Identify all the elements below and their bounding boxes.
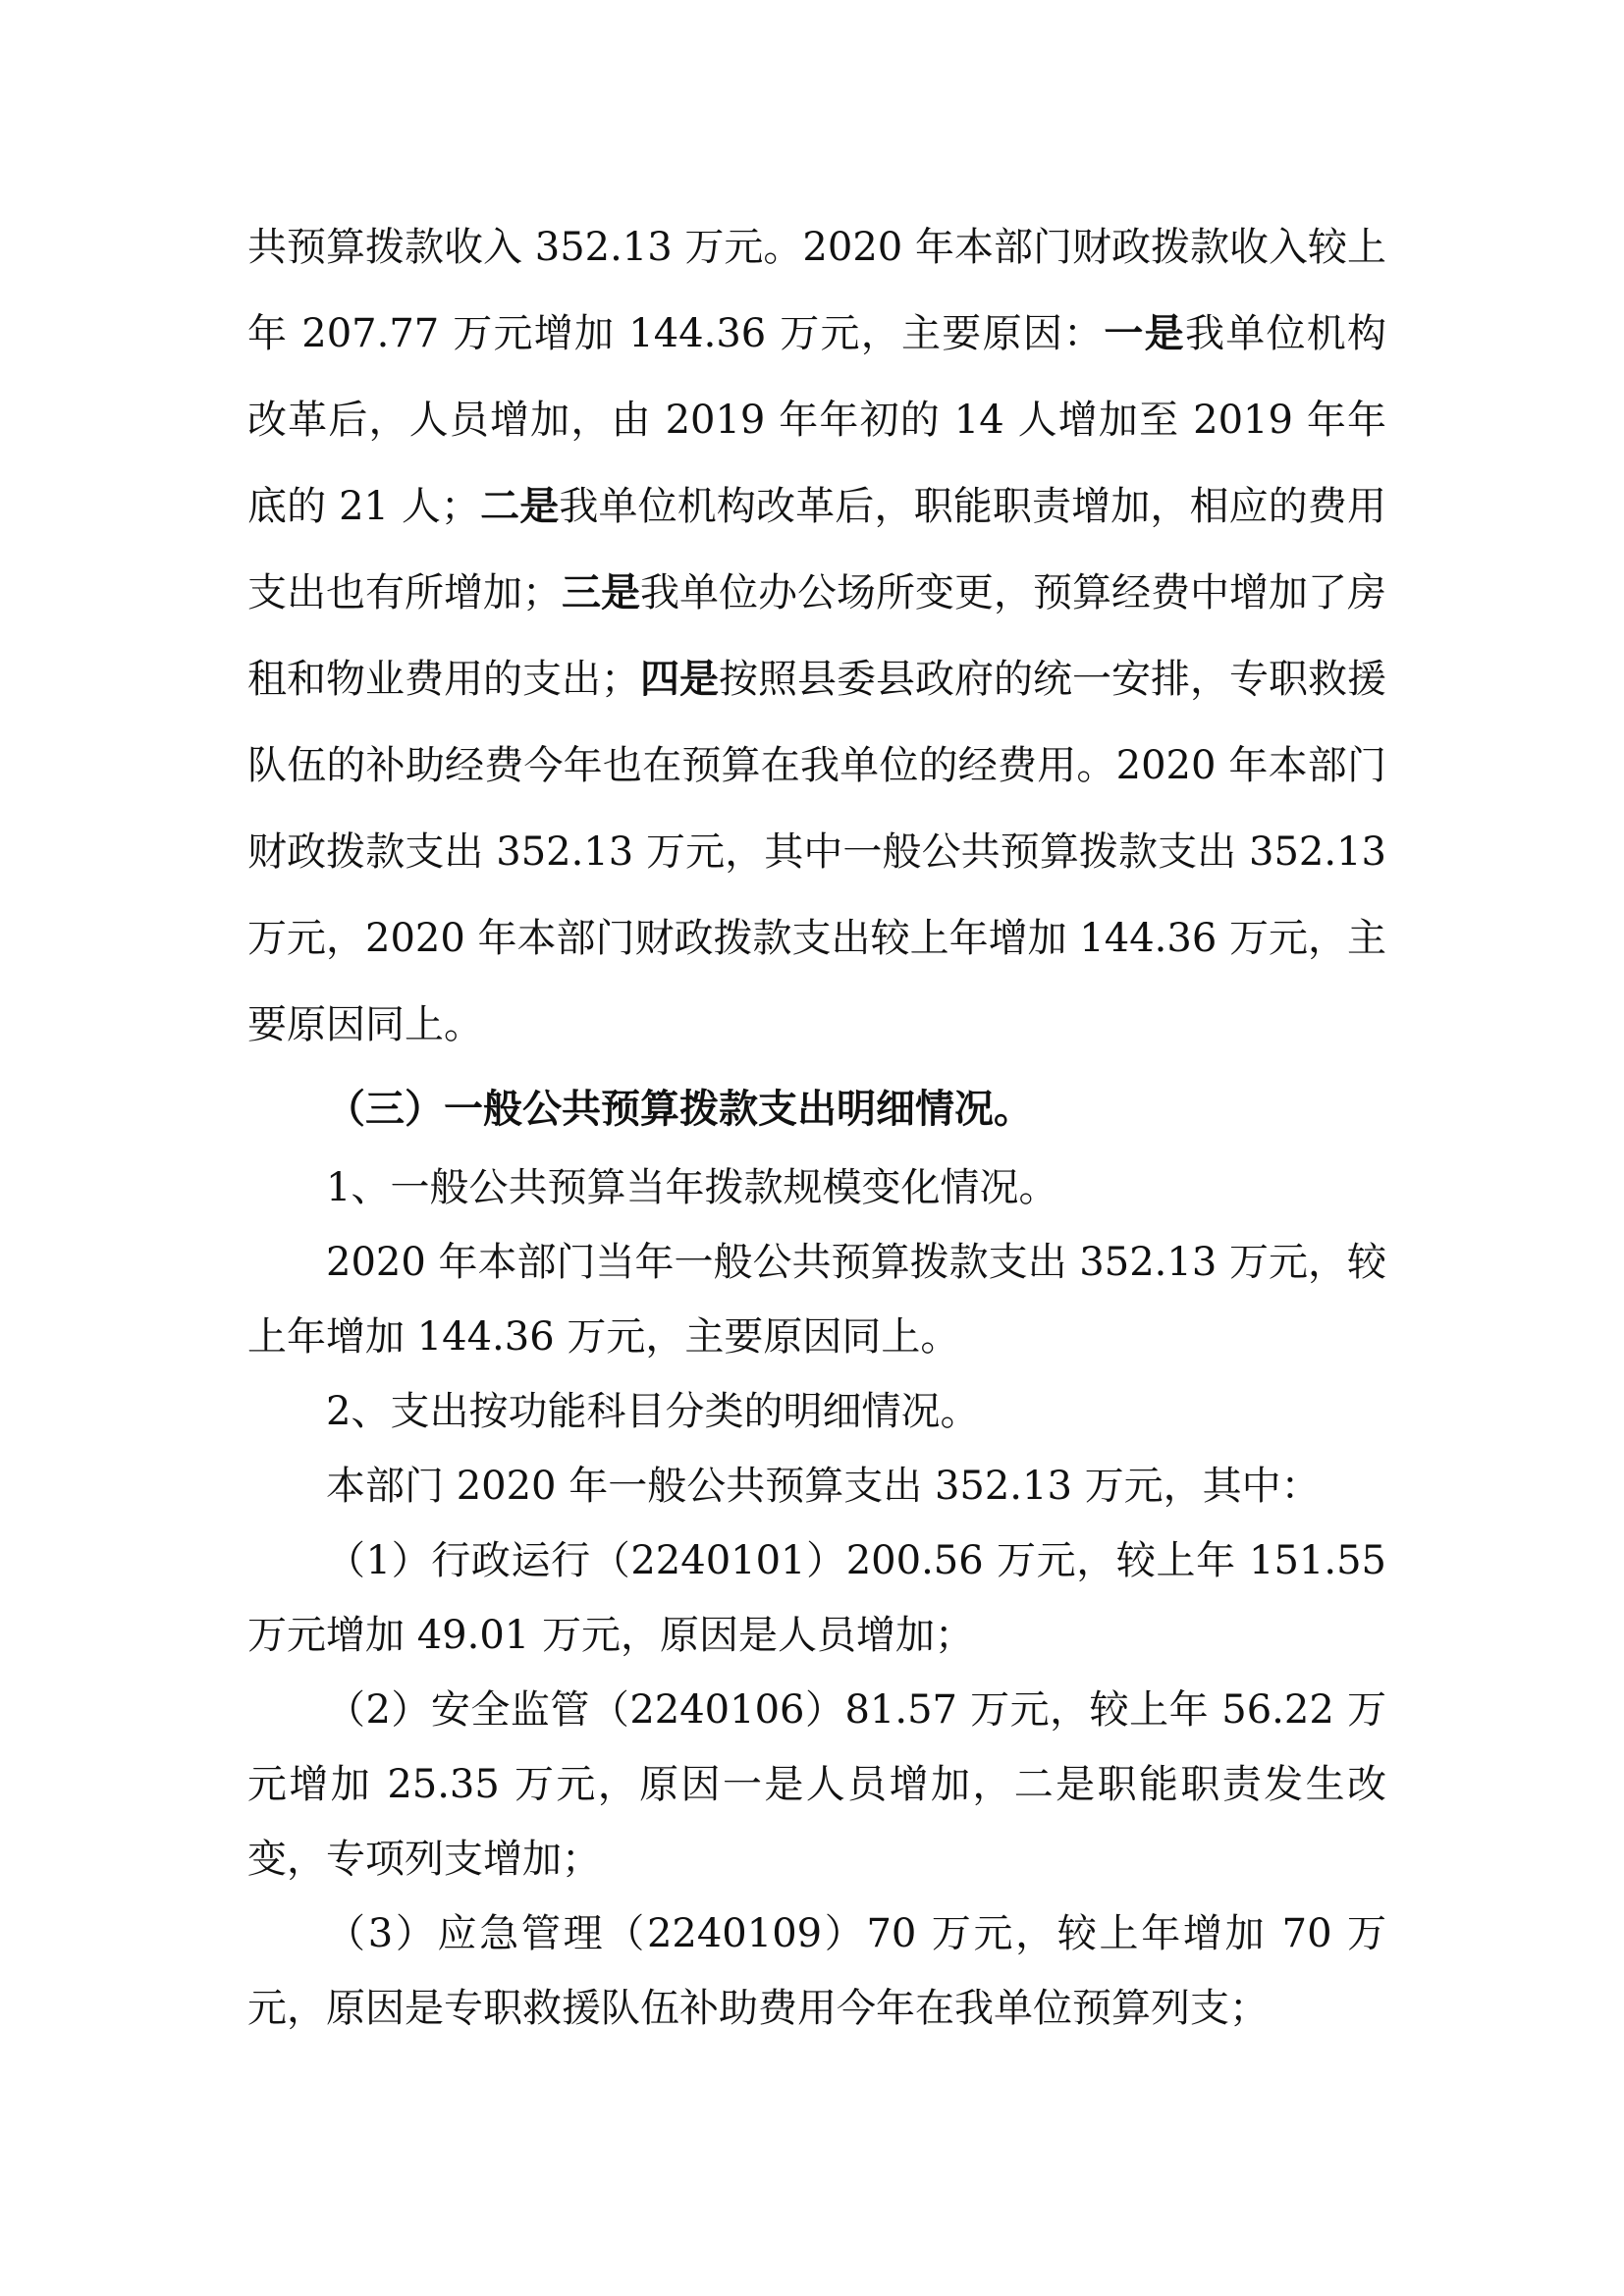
item2-intro: 本部门 2020 年一般公共预算支出 352.13 万元，其中： [326,1464,1321,1509]
paragraph-financial-income [247,204,1386,1068]
paragraph-text: 按照县委县政府的统一安排，专职救援队伍的补助经费今年也在预算在我单位的经费用。2020 年本部门财政拨款支出 352.13 万元，其中一般公共预算拨款支出 352.13 万元，2020 年本部门财政拨款支出较上年增加 144.36 万元，主要原因同上。 [247,657,1386,1047]
paragraph-text: 我单位机构改革后，人员增加，由 2019 年年初的 14 人增加至 2019 年年底的 21 人； [247,311,1387,529]
emphasis-second: 二是 [479,483,560,529]
paragraph-text: 共预算拨款收入 352.13 万元。2020 年本部门财政拨款收入较上年 207.77 万元增加 144.36 万元，主要原因： [247,225,1386,356]
item2-title: 2、支出按功能科目分类的明细情况。 [326,1389,980,1434]
detail-safety-supervision: （2）安全监管（2240106）81.57 万元，较上年 56.22 万元增加 25.35 万元，原因一是人员增加，二是职能职责发生改变，专项列支增加； [247,1687,1386,1882]
section-heading-3: （三）一般公共预算拨款支出明细情况。 [326,1086,1033,1132]
emphasis-first: 一是 [1104,310,1185,356]
paragraph-text: 我单位办公场所变更，预算经费中增加了房租和物业费用的支出； [247,570,1386,702]
detail-administrative-operation: （1）行政运行（2240101）200.56 万元，较上年 151.55 万元增加 49.01 万元，原因是人员增加； [247,1538,1386,1658]
detail-emergency-management: （3）应急管理（2240109）70 万元，较上年增加 70 万元，原因是专职救援队伍补助费用今年在我单位预算列支； [247,1911,1386,2031]
paragraph-text: 我单位机构改革后，职能职责增加，相应的费用支出也有所增加； [247,484,1387,615]
emphasis-fourth: 四是 [640,656,719,702]
emphasis-third: 三是 [562,569,640,615]
item1-title: 1、一般公共预算当年拨款规模变化情况。 [326,1165,1058,1210]
item1-body: 2020 年本部门当年一般公共预算拨款支出 352.13 万元，较上年增加 144.36 万元，主要原因同上。 [247,1240,1386,1360]
document-body [247,204,1386,2046]
